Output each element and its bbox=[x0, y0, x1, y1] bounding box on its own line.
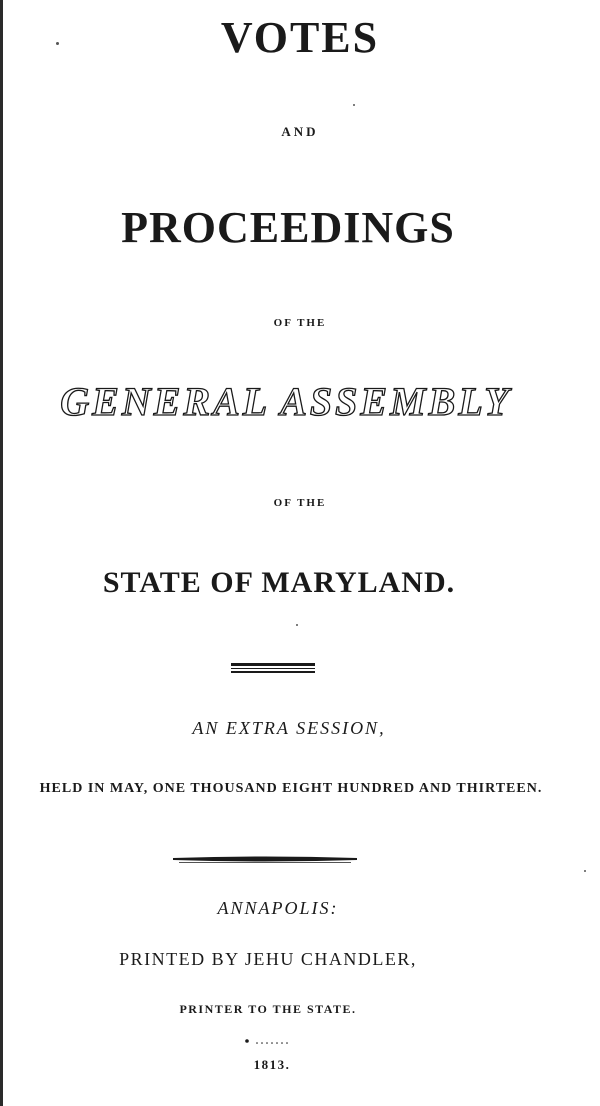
word-of-the-2: OF THE bbox=[273, 497, 327, 509]
paper-speck bbox=[353, 104, 355, 106]
paper-speck bbox=[584, 870, 586, 872]
year-line: 1813. bbox=[253, 1057, 291, 1072]
heading-state: STATE OF MARYLAND. bbox=[102, 566, 456, 599]
heading-votes: VOTES bbox=[220, 13, 380, 62]
place-line: ANNAPOLIS: bbox=[217, 898, 339, 918]
printer-line: PRINTED BY JEHU CHANDLER, bbox=[119, 949, 417, 969]
heading-proceedings: PROCEEDINGS bbox=[121, 203, 455, 252]
printer-title-line: PRINTER TO THE STATE. bbox=[179, 1002, 357, 1016]
word-and: AND bbox=[281, 124, 319, 139]
session-line: AN EXTRA SESSION, bbox=[192, 718, 386, 738]
word-of-the-1: OF THE bbox=[273, 317, 327, 329]
held-line: HELD IN MAY, ONE THOUSAND EIGHT HUNDRED AND THIRTEEN. bbox=[39, 781, 543, 796]
dotted-ornament bbox=[245, 1039, 290, 1045]
paper-speck bbox=[296, 624, 298, 626]
decorative-rule-2 bbox=[173, 854, 357, 864]
paper-speck bbox=[56, 42, 59, 45]
heading-general-assembly: GENERAL ASSEMBLY bbox=[60, 379, 512, 424]
decorative-rule-1 bbox=[231, 663, 315, 673]
page-edge bbox=[0, 0, 3, 1106]
